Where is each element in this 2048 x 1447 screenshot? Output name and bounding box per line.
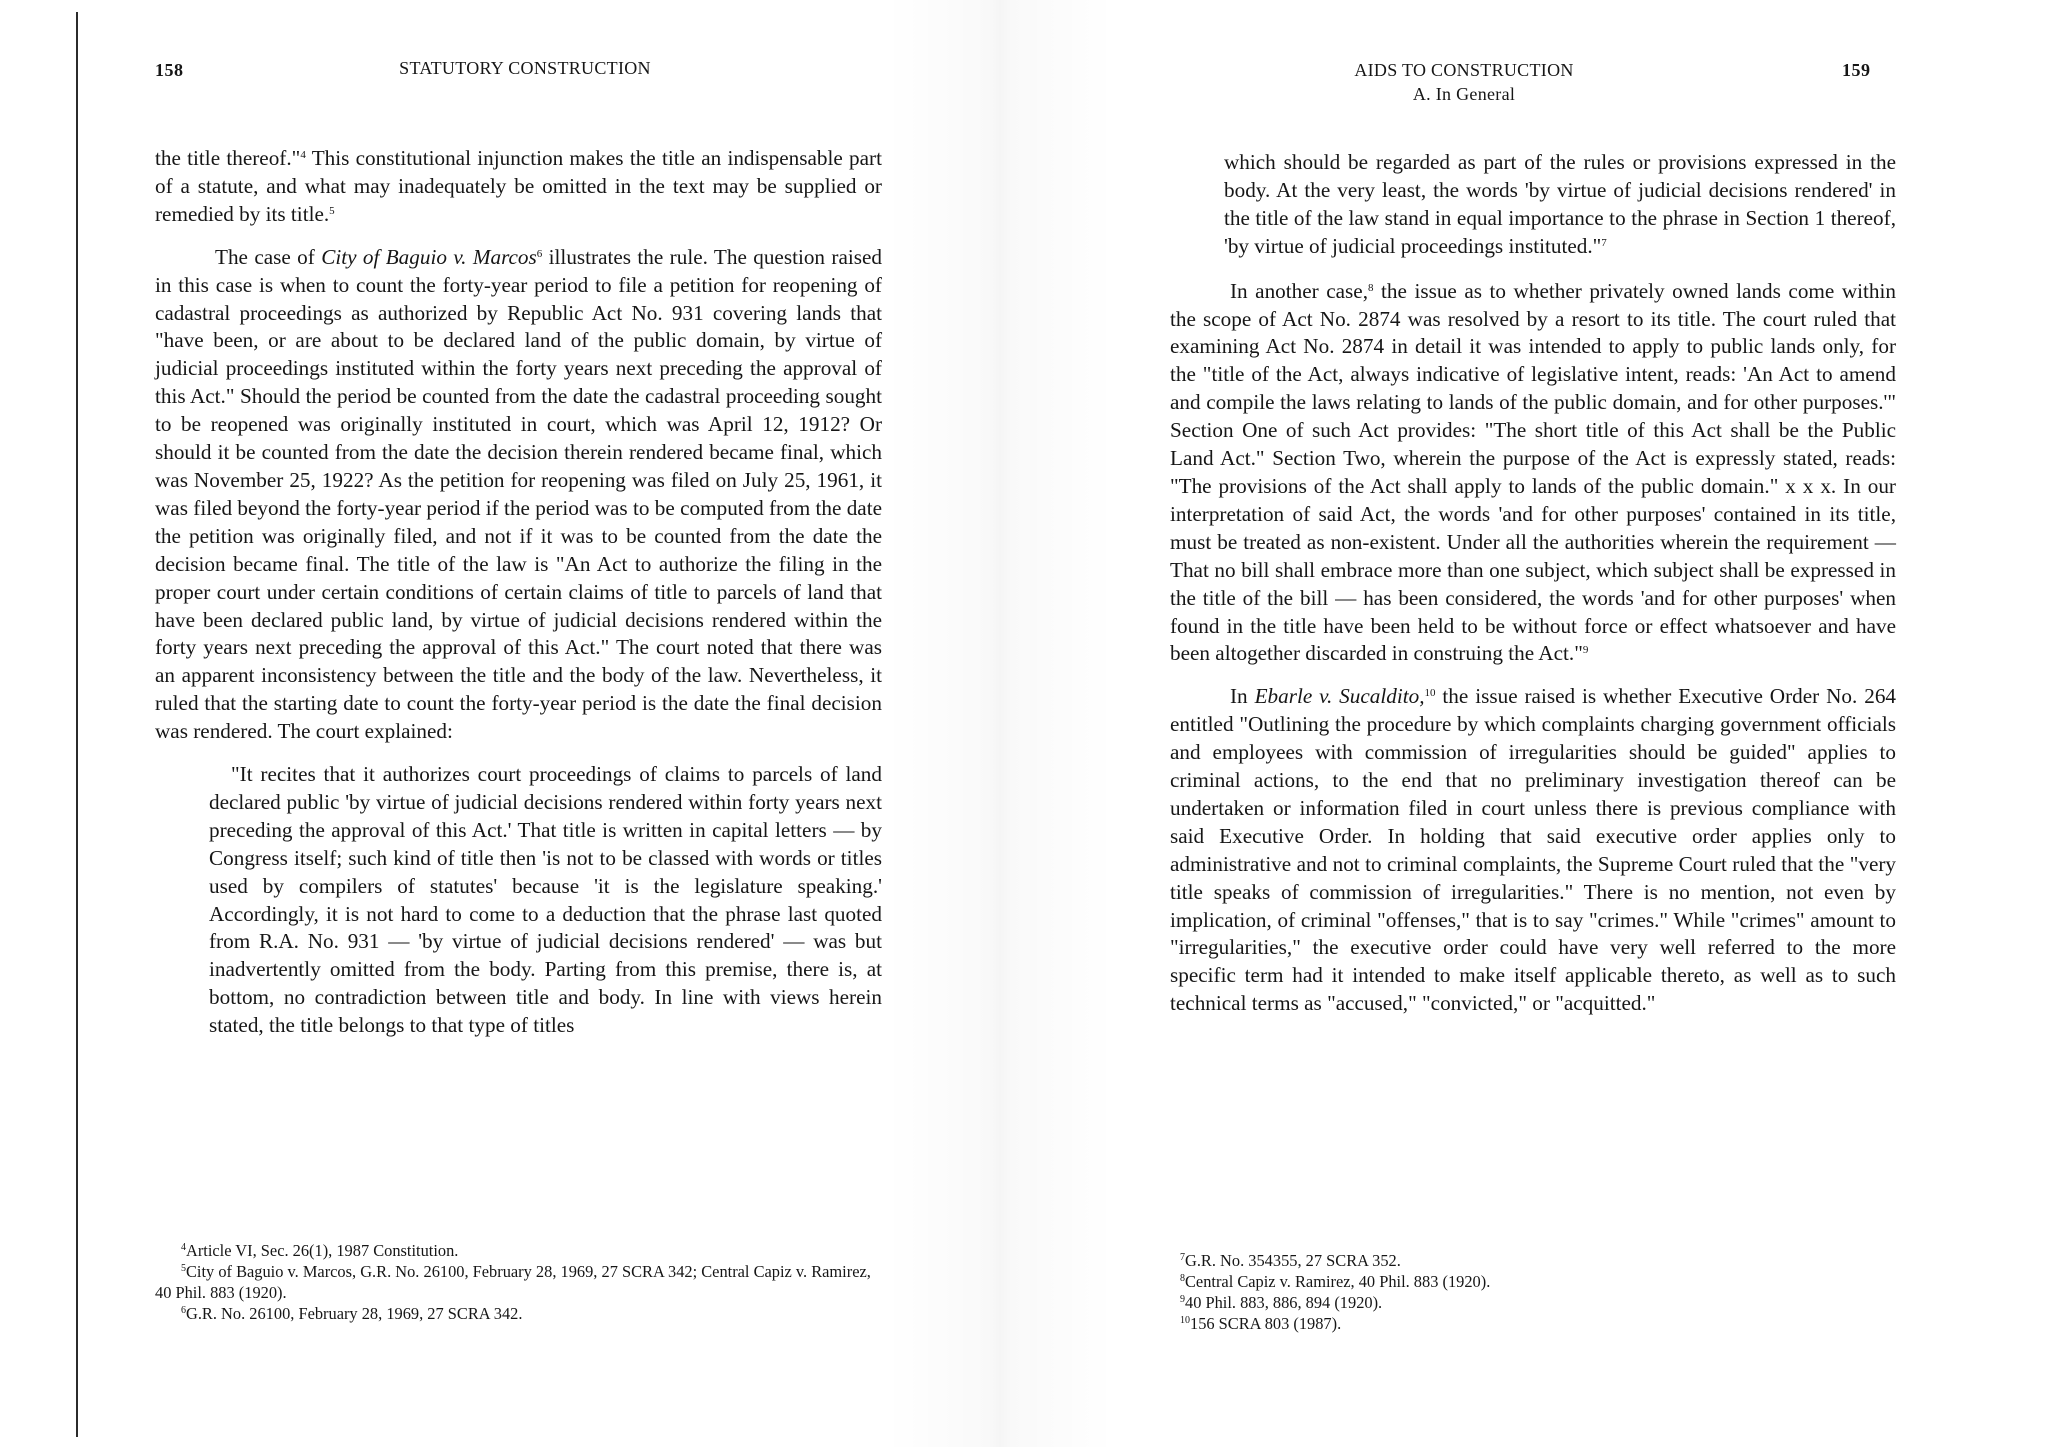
footnote-ref: 9 — [1582, 644, 1589, 657]
paragraph: In another case,$^8$ the issue as to whether privately owned lands come within the scope of Act No. 2874 was resolved by a resort to its title. The court ruled that examining Act No. 2874 in detail it was intended to apply to public lands only, for the "title of the Act, always indicative of legislative intent, reads: 'An Act to amend and compile the laws relating to lands of the public domain, and for other purposes.'" Section One of such Act provides: "The short title of this Act shall be the Public Land Act." Section Two, wherein the purpose of the Act is expressly stated, reads: "The provisions of the Act shall apply to lands of the public domain." x x x. In our interpretation of said Act, the words 'and for other purposes' contained in its title, must be treated as non-existent. Under all the authorities wherein the requirement — That no bill shall embrace more than one subject, which subject shall be expressed in the title of the bill — has been considered, the words 'and for other purposes' when found in the title have been held to be without force or effect whatsoever and have been altogether discarded in construing the Act."$^9$ — [1170, 278, 1896, 666]
page-number: 159 — [1842, 60, 1871, 80]
paragraph: In Ebarle v. Sucaldito,$^{10}$ the issue raised is whether Executive Order No. 264 entitled "Outlining the procedure by which complaints charging government officials and employees with commission of irregularities should be guided" applies to criminal actions, to the end that no preliminary investigation thereof can be undertaken or information filed in court unless there is previous compliance with said Executive Order. In holding that said executive order applies only to administrative and not to criminal complaints, the Supreme Court ruled that the "very title speaks of commission of irregularities." There is no mention, not even by implication, of criminal "offenses," that is to say "crimes." While "crimes" amount to "irregularities," the executive order could have very well referred to the more specific term had it intended to make itself applicable thereto, as well as to such technical terms as "accused," "convicted," or "acquitted." — [1170, 684, 1897, 1016]
body-text — [155, 145, 882, 1040]
running-head: STATUTORY CONSTRUCTION — [399, 58, 651, 78]
footnote: $^{10}$156 SCRA 803 (1987). — [1180, 1314, 1342, 1333]
footnote: $^5$City of Baguio v. Marcos, G.R. No. 26100, February 28, 1969, 27 SCRA 342; Central Capiz v. Ramirez, 40 Phil. 883 (1920). — [155, 1262, 871, 1302]
footnote-ref: 8 — [1368, 281, 1374, 294]
block-quote — [209, 761, 882, 1040]
footnote-ref: 4 — [300, 149, 306, 161]
paragraph: the title thereof."$^4$ This constitutional injunction makes the title an indispensable part of a statute, and what may inadequately be omitted in the text may be supplied or remedied by its title.$^5$ — [155, 146, 882, 226]
body-text — [1170, 149, 1896, 1033]
quote-text: which should be regarded as part of the rules or provisions expressed in the body. At the very least, the words 'by virtue of judicial decisions rendered' in the title of the law stand in equal importance to the phrase in Section 1 thereof, 'by virtue of judicial proceedings instituted."$^7$ — [1224, 150, 1896, 258]
footnotes — [1180, 1250, 1880, 1334]
block-quote — [1224, 149, 1896, 261]
footnote: $^7$G.R. No. 354355, 27 SCRA 352. — [1180, 1251, 1401, 1270]
footnote-ref: 5 — [329, 204, 335, 217]
running-head — [1304, 58, 1624, 106]
footnote-ref: 6 — [536, 247, 543, 260]
paragraph: The case of City of Baguio v. Marcos$^6$ illustrates the rule. The question raised in this case is when to count the forty-year period to file a petition for reopening of cadastral proceedings as authorized by Republic Act No. 931 covering lands that "have been, or are about to be declared land of the public domain, by virtue of judicial proceedings instituted within the forty years next preceding the approval of this Act." Should the period be counted from the date the cadastral proceeding sought to be reopened was originally instituted in court, which was April 12, 1912? Or should it be counted from the date the decision therein rendered became final, which was November 25, 1922? As the petition for reopening was filed on July 25, 1961, it was filed beyond the forty-year period if the period was to be computed from the date the petition was originally filed, and not if it was to be counted from the date the decision became final. The title of the law is "An Act to authorize the filing in the proper court under certain conditions of certain claims of title to parcels of land that have been declared public land, by virtue of judicial decisions rendered within the forty years next preceding the approval of this Act." The court noted that there was an apparent inconsistency between the title and the body of the law. Nevertheless, it ruled that the starting date to count the forty-year period is the date the final decision was rendered. The court explained: — [155, 244, 882, 744]
footnote: $^8$Central Capiz v. Ramirez, 40 Phil. 883 (1920). — [1180, 1272, 1491, 1291]
footnotes — [155, 1240, 883, 1324]
quote-text: "It recites that it authorizes court proceedings of claims to parcels of land declared public 'by virtue of judicial decisions rendered within forty years next preceding the approval of this Act.' That title is written in capital letters — by Congress itself; such kind of title then 'is not to be classed with words or titles used by compilers of statutes' because 'it is the legislature speaking.' Accordingly, it is not hard to come to a deduction that the phrase last quoted from R.A. No. 931 — 'by virtue of judicial decisions rendered' — was but inadvertently omitted from the body. Parting from this premise, there is, at bottom, no contradiction between title and body. In line with views herein stated, the title belongs to that type of titles — [209, 762, 882, 1038]
footnote: $^6$G.R. No. 26100, February 28, 1969, 27 SCRA 342. — [181, 1304, 523, 1323]
footnote-ref: 10 — [1424, 687, 1436, 700]
footnote: $^9$40 Phil. 883, 886, 894 (1920). — [1180, 1293, 1383, 1312]
footnote-ref: 7 — [1601, 236, 1607, 249]
running-head-title: AIDS TO CONSTRUCTION — [1354, 60, 1574, 80]
case-citation: City of Baguio v. Marcos — [321, 244, 537, 269]
right-page — [1024, 0, 2048, 1447]
footnote: $^4$Article VI, Sec. 26(1), 1987 Constitution. — [181, 1241, 459, 1260]
running-head-subtitle: A. In General — [1412, 84, 1516, 104]
page-number: 158 — [155, 60, 184, 80]
case-citation: Ebarle v. Sucaldito, — [1254, 684, 1425, 709]
